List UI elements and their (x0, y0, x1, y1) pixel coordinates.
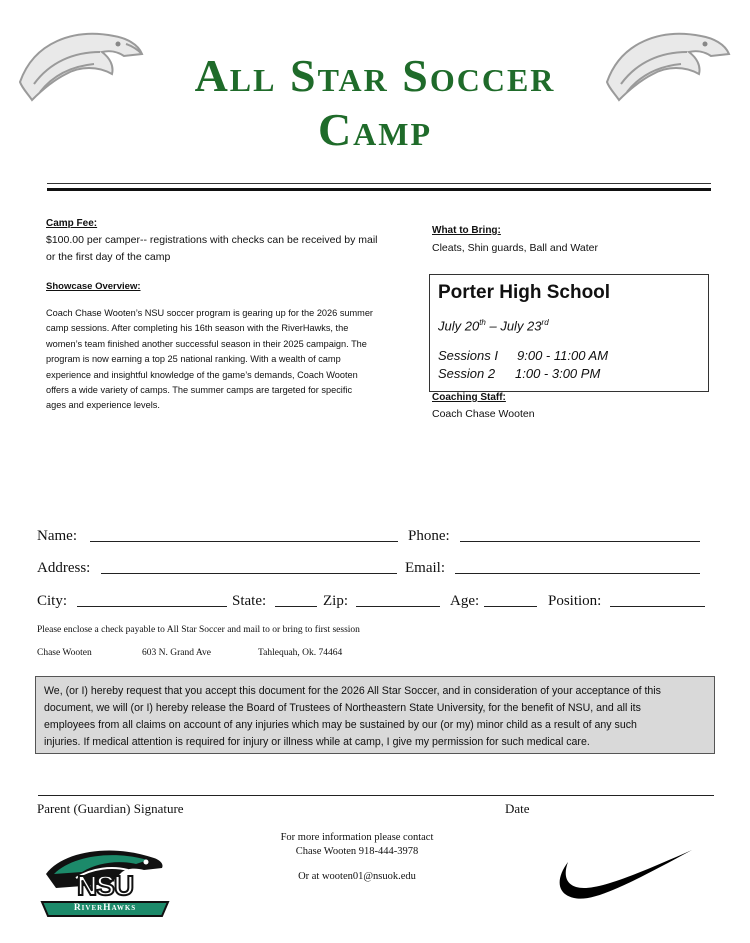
age-field[interactable] (484, 606, 537, 607)
overview-line: camp sessions. After completing his 16th season with the RiverHawks, the (46, 323, 349, 334)
mail-instruction: Please enclose a check payable to All Star Soccer and mail to or bring to first session (37, 625, 360, 635)
waiver-line: document, we will (or I) hereby release the Board of Trustees of Northeastern State University, for the benefit of NSU, and all its (44, 702, 641, 714)
bring-heading: What to Bring: (432, 225, 501, 236)
waiver-line: employees from all claims on account of any injuries which may be sustained by our (or my) minor child as a result of any such (44, 719, 637, 731)
overview-line: experience and insightful knowledge of the game’s demands, Coach Wooten (46, 369, 358, 380)
nike-swoosh-icon (552, 848, 694, 902)
city-label: City: (37, 593, 68, 609)
location-title: Porter High School (438, 282, 611, 303)
email-label: Email: (405, 560, 445, 576)
camp-fee-heading: Camp Fee: (46, 218, 98, 229)
nsu-riverhawks-logo (36, 844, 174, 922)
name-field[interactable] (90, 541, 398, 542)
divider (47, 188, 711, 191)
overview-text (46, 306, 416, 414)
camp-fee-text: $100.00 per camper-- registrations with checks can be received by mail (46, 234, 378, 246)
bring-text: Cleats, Shin guards, Ball and Water (432, 242, 598, 254)
mail-street: 603 N. Grand Ave (142, 648, 211, 658)
session2-label: Session 2 (438, 366, 496, 381)
age-label: Age: (450, 593, 480, 609)
date-suffix: rd (541, 318, 549, 327)
nsu-logo-banner: RiverHawks (73, 903, 137, 913)
divider (47, 183, 711, 184)
camp-dates (438, 318, 549, 333)
city-field[interactable] (77, 606, 227, 607)
date-label: Date (505, 801, 530, 816)
mail-city: Tahlequah, Ok. 74464 (258, 648, 343, 658)
mail-name: Chase Wooten (37, 648, 92, 658)
staff-heading: Coaching Staff: (432, 392, 506, 403)
waiver-line: injuries. If medical attention is required for injury or illness while at camp, I give my permission for such medical care. (44, 736, 590, 748)
contact-line: For more information please contact (280, 832, 434, 843)
address-label: Address: (37, 560, 91, 576)
session1-label: Sessions I (438, 348, 498, 363)
date-suffix: th (479, 318, 486, 327)
name-label: Name: (37, 528, 77, 544)
waiver-box (35, 676, 715, 754)
contact-email[interactable]: Or at wooten01@nsuok.edu (298, 871, 416, 882)
contact-phone: Chase Wooten 918-444-3978 (295, 846, 419, 857)
waiver-line: We, (or I) hereby request that you accept this document for the 2026 All Star Soccer, and in consideration of your acceptance of this (44, 685, 661, 697)
parent-signature-label: Parent (Guardian) Signature (37, 801, 184, 816)
overview-line: women’s team finished another successful season in their 2025 campaign. The (46, 338, 367, 349)
overview-line: program is now earning a top 25 national ranking. With a wealth of camp (46, 354, 341, 365)
overview-line: Coach Chase Wooten’s NSU soccer program is gearing up for the 2026 summer (46, 308, 373, 318)
address-field[interactable] (101, 573, 397, 574)
overview-line: offers a wide variety of camps. The summer camps are targeted for specific (46, 385, 353, 396)
phone-label: Phone: (408, 528, 450, 544)
staff-name: Coach Chase Wooten (432, 408, 535, 420)
camp-fee-text: or the first day of the camp (46, 251, 171, 263)
position-field[interactable] (610, 606, 705, 607)
session1-time: 9:00 - 11:00 AM (517, 348, 609, 363)
nsu-logo-text: NSU (76, 870, 134, 901)
state-field[interactable] (275, 606, 317, 607)
signature-line[interactable] (38, 795, 714, 796)
session2-time: 1:00 - 3:00 PM (515, 366, 601, 381)
overview-line: ages and experience levels. (46, 400, 160, 411)
email-field[interactable] (455, 573, 700, 574)
position-label: Position: (548, 593, 602, 609)
phone-field[interactable] (460, 541, 700, 542)
state-label: State: (232, 593, 267, 609)
page-title: All Star Soccer (194, 50, 556, 101)
date-end: – July 23 (485, 318, 542, 334)
page-title-line2: Camp (317, 104, 433, 155)
zip-label: Zip: (323, 593, 348, 609)
zip-field[interactable] (356, 606, 440, 607)
overview-heading: Showcase Overview: (46, 281, 141, 292)
date-start: July 20 (438, 318, 480, 334)
